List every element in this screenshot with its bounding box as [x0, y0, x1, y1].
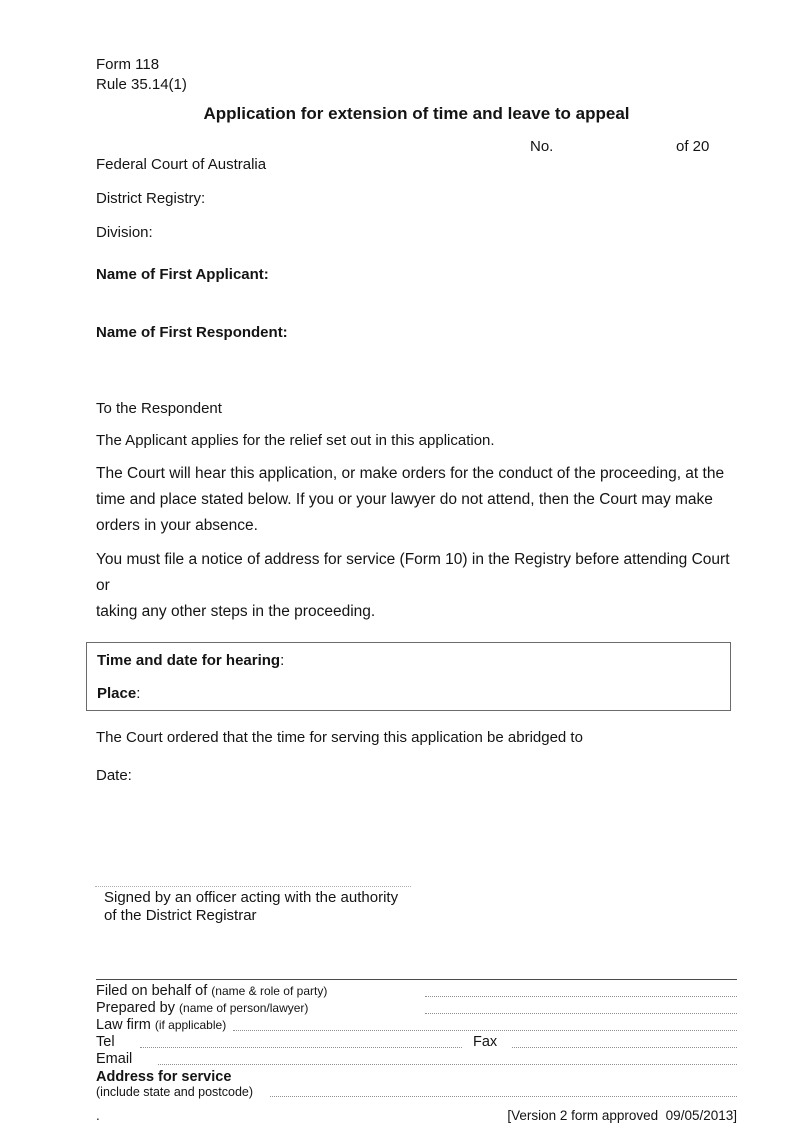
law-firm-label-text: Law firm [96, 1017, 155, 1033]
division-label: Division: [96, 224, 153, 241]
first-applicant-label: Name of First Applicant: [96, 266, 269, 283]
email-label: Email [96, 1051, 133, 1067]
hearing-time-label: Time and date for hearing [97, 652, 281, 669]
signature-caption-line1: Signed by an officer acting with the authority [104, 889, 399, 906]
fax-label: Fax [473, 1034, 498, 1050]
email-row [96, 1051, 737, 1068]
hearing-place-colon: : [136, 685, 141, 702]
paragraph-hearing-line2: time and place stated below. If you or your lawyer do not attend, then the Court may make [96, 491, 713, 508]
date-label: Date: [96, 767, 132, 784]
prepared-by-field[interactable] [425, 1013, 737, 1014]
page-title: Application for extension of time and leave to appeal [203, 104, 630, 123]
filed-on-behalf-label [96, 983, 425, 1000]
form-number: Form 118 [96, 56, 160, 73]
paragraph-hearing [96, 461, 737, 539]
case-of-year-label: of 20 [676, 138, 710, 155]
prepared-by-label-text: Prepared by [96, 1000, 180, 1016]
paragraph-abridged: The Court ordered that the time for serving this application be abridged to [96, 729, 583, 746]
address-for-service-row [96, 1069, 737, 1100]
paragraph-hearing-line1: The Court will hear this application, or make orders for the conduct of the proceeding, at the [96, 465, 725, 482]
address-for-service-labels [96, 1069, 270, 1100]
first-respondent-label: Name of First Respondent: [96, 324, 288, 341]
law-firm-field[interactable] [233, 1030, 737, 1031]
court-name: Federal Court of Australia [96, 156, 267, 173]
prepared-by-hint: (name of person/lawyer) [179, 1001, 309, 1015]
hearing-time-colon: : [280, 652, 285, 669]
tel-field[interactable] [140, 1047, 462, 1048]
trailing-dot: . [96, 1108, 100, 1123]
signature-line[interactable] [95, 886, 411, 887]
address-for-service-field[interactable] [270, 1096, 737, 1097]
prepared-by-row [96, 1000, 737, 1017]
hearing-details-box [86, 642, 731, 711]
filed-on-behalf-field[interactable] [425, 996, 737, 997]
rule-number: Rule 35.14(1) [96, 76, 187, 93]
address-for-service-hint: (include state and postcode) [96, 1085, 254, 1099]
paragraph-notice [96, 547, 737, 625]
law-firm-label [96, 1017, 226, 1034]
version-row [96, 1107, 737, 1124]
case-number-row [96, 138, 737, 155]
paragraph-relief: The Applicant applies for the relief set out in this application. [96, 432, 495, 449]
hearing-place-label: Place [97, 685, 137, 702]
fax-field[interactable] [512, 1047, 737, 1048]
filed-on-behalf-hint: (name & role of party) [211, 984, 328, 998]
hearing-place-line [97, 684, 720, 704]
paragraph-hearing-line3: orders in your absence. [96, 517, 258, 534]
signature-block [96, 886, 412, 925]
prepared-by-label [96, 1000, 425, 1017]
footer-details-section [96, 979, 737, 1124]
case-no-label: No. [530, 138, 554, 155]
signature-caption-line2: of the District Registrar [104, 907, 257, 924]
hearing-time-line [97, 651, 720, 671]
signature-caption [96, 889, 412, 925]
law-firm-hint: (if applicable) [154, 1018, 227, 1032]
filed-on-behalf-row [96, 983, 737, 1000]
tel-label: Tel [96, 1034, 115, 1050]
to-respondent-heading: To the Respondent [96, 400, 222, 417]
law-firm-row [96, 1017, 737, 1034]
address-for-service-label: Address for service [96, 1069, 232, 1085]
tel-fax-row [96, 1034, 737, 1051]
paragraph-notice-line1: You must file a notice of address for service (Form 10) in the Registry before attending Court or [96, 551, 730, 594]
paragraph-notice-line2: taking any other steps in the proceeding. [96, 603, 376, 620]
district-registry-label: District Registry: [96, 190, 206, 207]
email-field[interactable] [158, 1064, 737, 1065]
version-note: [Version 2 form approved 09/05/2013] [507, 1108, 737, 1123]
filed-on-behalf-label-text: Filed on behalf of [96, 983, 212, 999]
